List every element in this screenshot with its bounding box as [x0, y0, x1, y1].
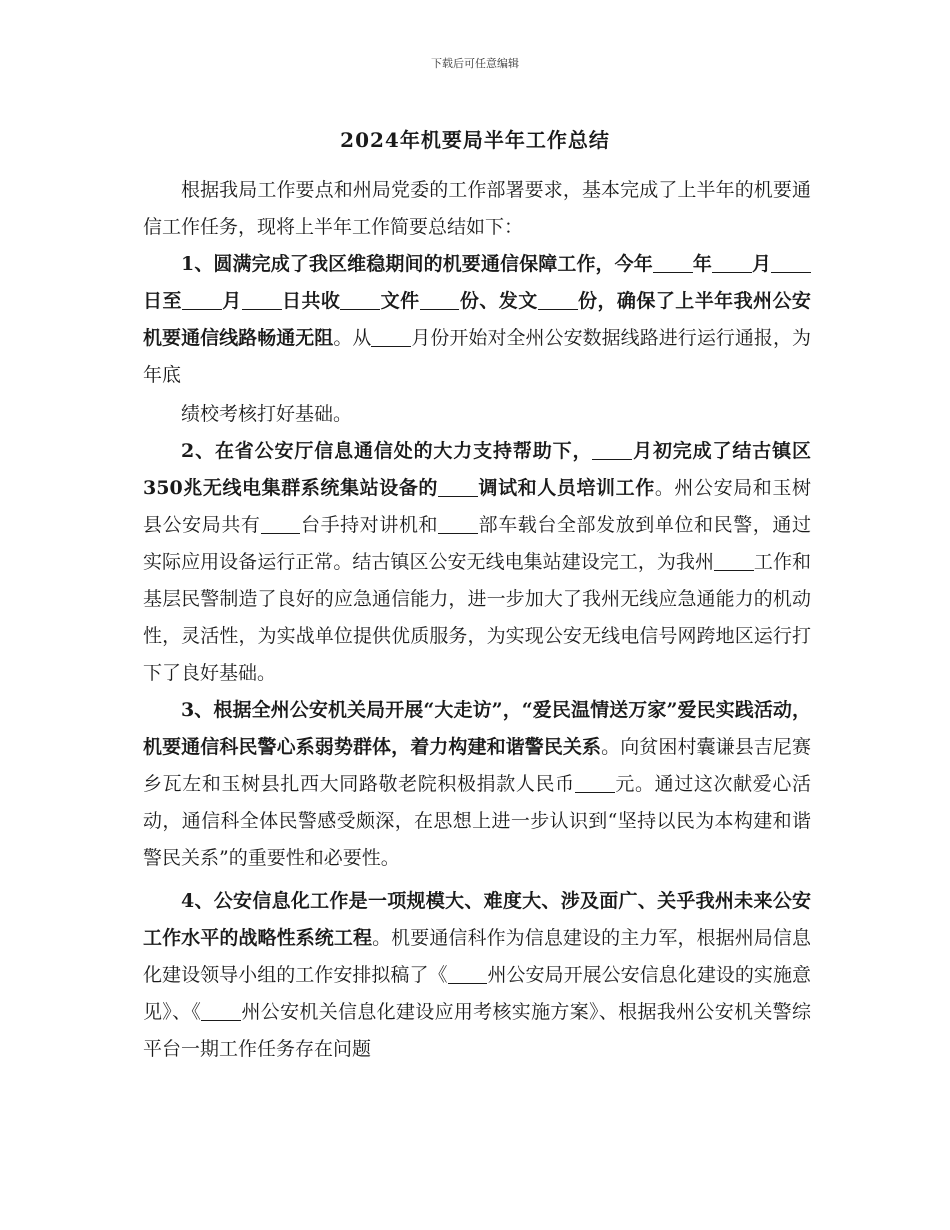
- fill-blank: [575, 773, 615, 793]
- fill-blank: [201, 1001, 241, 1021]
- text-run: 。从: [333, 327, 372, 349]
- section-2-paragraph: [143, 433, 811, 692]
- fill-blank: [712, 253, 752, 273]
- text-run: 日至: [143, 290, 182, 312]
- header-note: 下载后可任意编辑: [431, 57, 519, 70]
- text-run: 。向贫困村囊谦县吉尼赛乡瓦左和玉树县扎西大同路敬老院积极捐款人民币: [143, 736, 811, 795]
- text-run: 。机要通信科作为信息建设的主力军，根据州局信息化建设领导小组的工作安排拟稿了《: [143, 927, 811, 986]
- text-run: 调试和人员培训工作: [477, 477, 655, 499]
- text-run: 1、圆满完成了我区维稳期间的机要通信保障工作，今年: [181, 253, 653, 275]
- text-run: 月: [751, 253, 772, 275]
- fill-blank: [182, 290, 222, 310]
- text-run: 月份开始对全州公安数据线路进行运行通报，为年底: [143, 327, 811, 386]
- text-run: 文件: [380, 290, 420, 312]
- fill-blank: [653, 253, 693, 273]
- section-1-continuation: 绩校考核打好基础。: [181, 403, 353, 425]
- fill-blank: [771, 253, 811, 273]
- section-4-bold-text: 4、公安信息化工作是一项规模大、难度大、涉及面广、关乎我州未来公安工作水平的战略性系统工程: [143, 890, 811, 949]
- fill-blank: [438, 514, 478, 534]
- text-run: 台手持对讲机和: [300, 514, 439, 536]
- text-run: 2、在省公安厅信息通信处的大力支持帮助下，: [181, 440, 593, 462]
- fill-blank: [420, 290, 460, 310]
- intro-paragraph: 根据我局工作要点和州局党委的工作部署要求，基本完成了上半年的机要通信工作任务，现将上半年工作简要总结如下：: [143, 179, 811, 238]
- text-run: 州公安机关信息化建设应用考核实施方案》、根据我州公安机关警综平台一期工作任务存在问题: [143, 1001, 811, 1060]
- fill-blank: [538, 290, 578, 310]
- fill-blank: [592, 440, 632, 460]
- text-run: 日共收: [281, 290, 341, 312]
- section-3-bold-text: 3、根据全州公安机关局开展“大走访”，“爱民温情送万家”爱民实践活动，机要通信科民警心系弱势群体，着力构建和谐警民关系: [143, 699, 811, 758]
- fill-blank: [448, 964, 488, 984]
- text-run: 年: [692, 253, 712, 275]
- fill-blank: [714, 551, 754, 571]
- document-title: 2024年机要局半年工作总结: [340, 128, 610, 152]
- text-run: 州公安局开展公安信息化建设的实施意见》、《: [143, 964, 811, 1023]
- text-run: 月: [221, 290, 242, 312]
- text-run: 部车载台全部发放到单位和民警，通过实际应用设备运行正常。结古镇区公安无线电集站建设完工，为我州: [143, 514, 811, 573]
- fill-blank: [438, 477, 478, 497]
- text-run: 月初完成了结古镇区350兆无线电集群系统集站设备的: [143, 440, 811, 499]
- fill-blank: [242, 290, 282, 310]
- text-run: 元。通过这次献爱心活动，通信科全体民警感受颇深，在思想上进一步认识到“坚持以民为本构建和谐警民关系”的重要性和必要性。: [143, 773, 811, 869]
- document-body: [143, 172, 811, 1068]
- text-run: 份、发文: [459, 290, 538, 312]
- text-run: 。州公安局和玉树县公安局共有: [143, 477, 811, 536]
- text-run: 份，确保了上半年我州公安机要通信线路畅通无阻: [143, 290, 811, 349]
- text-run: 工作和基层民警制造了良好的应急通信能力，进一步加大了我州无线应急通能力的机动性，灵活性，为实战单位提供优质服务，为实现公安无线电信号网跨地区运行打下了良好基础。: [143, 551, 811, 684]
- section-4-paragraph: [143, 883, 811, 1068]
- fill-blank: [371, 327, 411, 347]
- section-1-paragraph: [143, 246, 811, 394]
- section-3-paragraph: [143, 692, 811, 877]
- fill-blank: [261, 514, 301, 534]
- fill-blank: [340, 290, 380, 310]
